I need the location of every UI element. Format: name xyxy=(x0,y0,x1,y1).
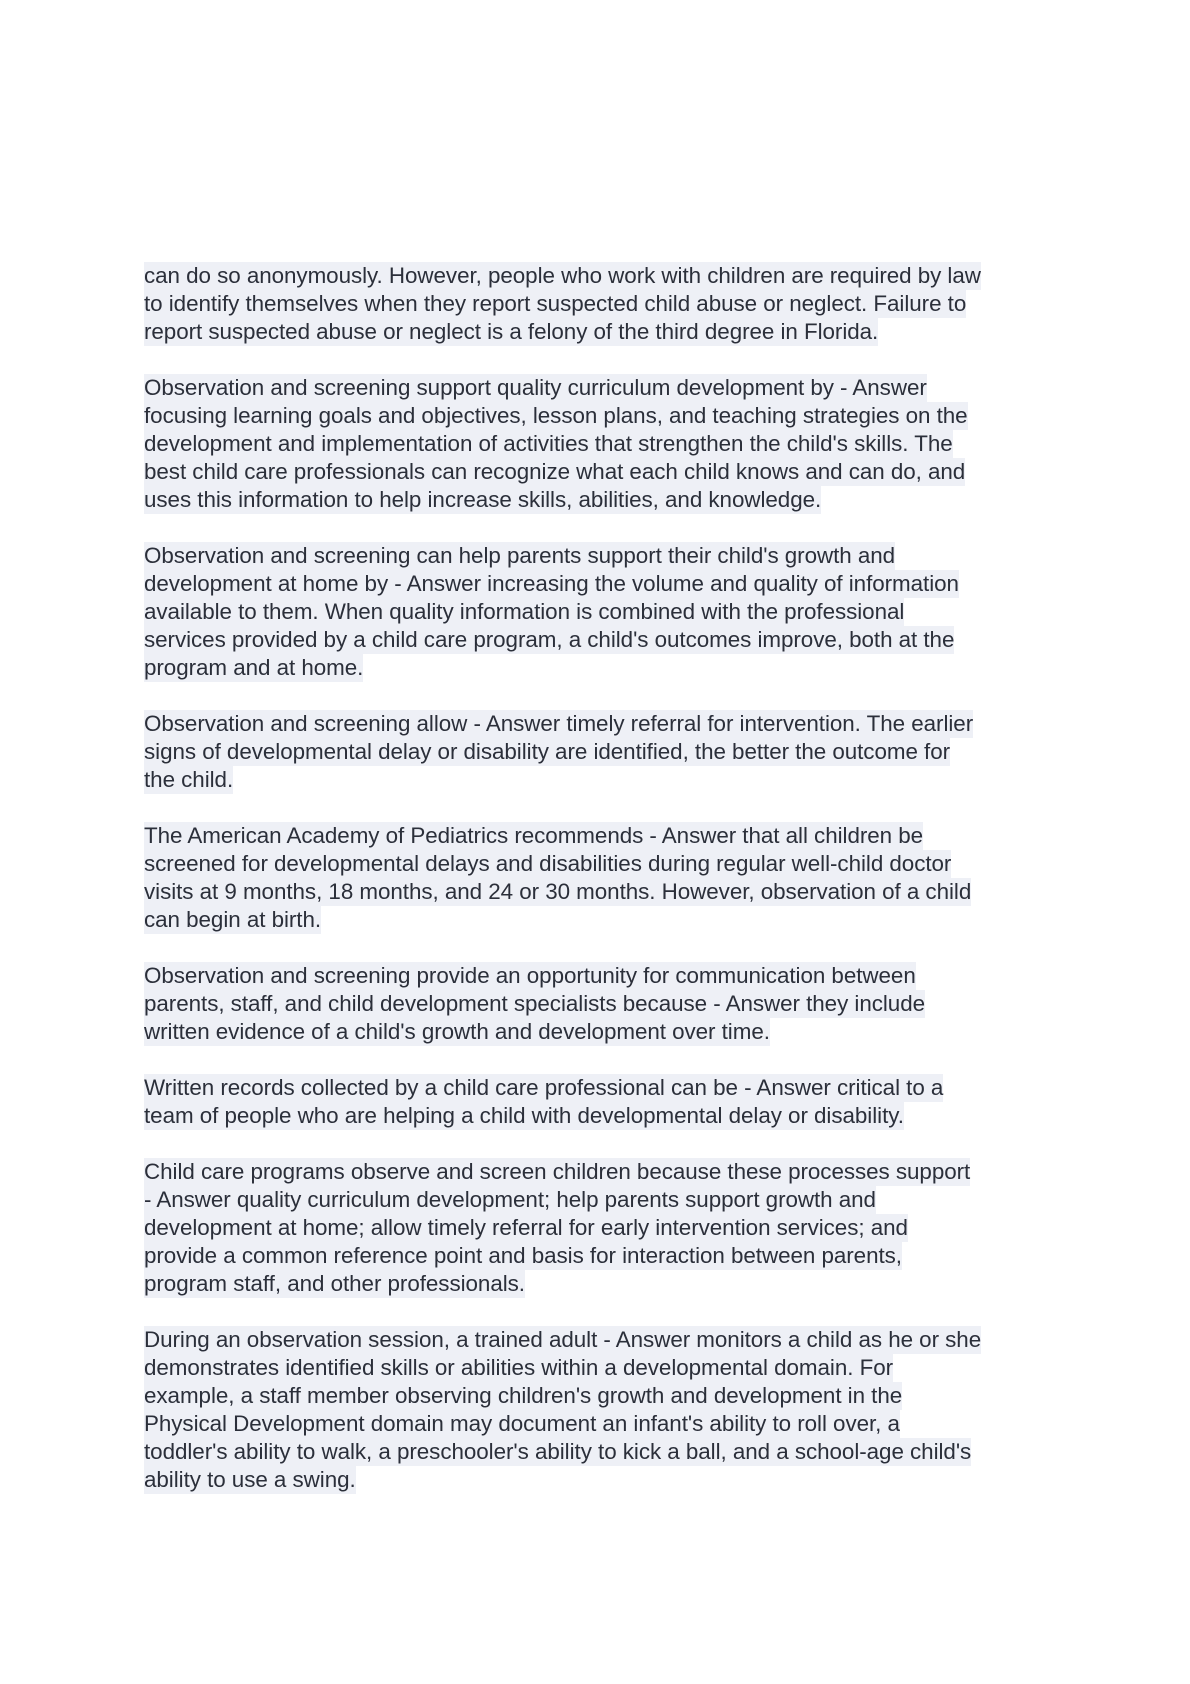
text-line: Observation and screening allow - Answer timely referral for intervention. The earlier xyxy=(144,711,974,736)
text-line: written evidence of a child's growth and development over time. xyxy=(144,1019,770,1044)
text-line: can do so anonymously. However, people who work with children are required by law xyxy=(144,263,981,288)
text-line: Observation and screening provide an opportunity for communication between xyxy=(144,963,916,988)
text-line: services provided by a child care program, a child's outcomes improve, both at the xyxy=(144,627,955,652)
text-line: During an observation session, a trained adult - Answer monitors a child as he or she xyxy=(144,1327,982,1352)
text-line: demonstrates identified skills or abilities within a developmental domain. For xyxy=(144,1355,894,1380)
text-line: development at home by - Answer increasing the volume and quality of information xyxy=(144,571,959,596)
text-line: report suspected abuse or neglect is a felony of the third degree in Florida. xyxy=(144,319,879,344)
paragraph-parents-support xyxy=(144,542,1064,682)
paragraph-aap-recommendation xyxy=(144,822,1064,934)
paragraph-reporting-law xyxy=(144,262,1064,346)
paragraph-observation-session xyxy=(144,1326,1064,1494)
text-line: - Answer quality curriculum development; help parents support growth and xyxy=(144,1187,876,1212)
text-line: visits at 9 months, 18 months, and 24 or 30 months. However, observation of a child xyxy=(144,879,972,904)
text-line: provide a common reference point and basis for interaction between parents, xyxy=(144,1243,902,1268)
text-line: the child. xyxy=(144,767,234,792)
text-line: parents, staff, and child development specialists because - Answer they include xyxy=(144,991,926,1016)
text-line: Physical Development domain may document an infant's ability to roll over, a xyxy=(144,1411,900,1436)
text-line: program and at home. xyxy=(144,655,364,680)
text-line: program staff, and other professionals. xyxy=(144,1271,525,1296)
text-line: screened for developmental delays and disabilities during regular well-child doctor xyxy=(144,851,952,876)
text-line: development at home; allow timely referral for early intervention services; and xyxy=(144,1215,908,1240)
text-line: can begin at birth. xyxy=(144,907,322,932)
text-line: best child care professionals can recognize what each child knows and can do, and xyxy=(144,459,966,484)
text-line: Written records collected by a child care professional can be - Answer critical to a xyxy=(144,1075,944,1100)
text-line: The American Academy of Pediatrics recommends - Answer that all children be xyxy=(144,823,924,848)
text-line: Observation and screening can help parents support their child's growth and xyxy=(144,543,896,568)
paragraph-timely-referral xyxy=(144,710,1064,794)
text-line: Observation and screening support quality curriculum development by - Answer xyxy=(144,375,927,400)
text-line: signs of developmental delay or disability are identified, the better the outcome for xyxy=(144,739,951,764)
text-line: available to them. When quality information is combined with the professional xyxy=(144,599,905,624)
text-line: example, a staff member observing children's growth and development in the xyxy=(144,1383,903,1408)
text-line: ability to use a swing. xyxy=(144,1467,356,1492)
paragraph-communication xyxy=(144,962,1064,1046)
page-content xyxy=(144,262,1064,1522)
text-line: team of people who are helping a child with developmental delay or disability. xyxy=(144,1103,904,1128)
paragraph-curriculum-development xyxy=(144,374,1064,514)
paragraph-why-observe xyxy=(144,1158,1064,1298)
text-line: uses this information to help increase skills, abilities, and knowledge. xyxy=(144,487,822,512)
paragraph-written-records xyxy=(144,1074,1064,1130)
text-line: focusing learning goals and objectives, lesson plans, and teaching strategies on the xyxy=(144,403,968,428)
text-line: Child care programs observe and screen children because these processes support xyxy=(144,1159,971,1184)
text-line: toddler's ability to walk, a preschooler's ability to kick a ball, and a school-age child's xyxy=(144,1439,972,1464)
text-line: to identify themselves when they report suspected child abuse or neglect. Failure to xyxy=(144,291,967,316)
text-line: development and implementation of activities that strengthen the child's skills. The xyxy=(144,431,953,456)
